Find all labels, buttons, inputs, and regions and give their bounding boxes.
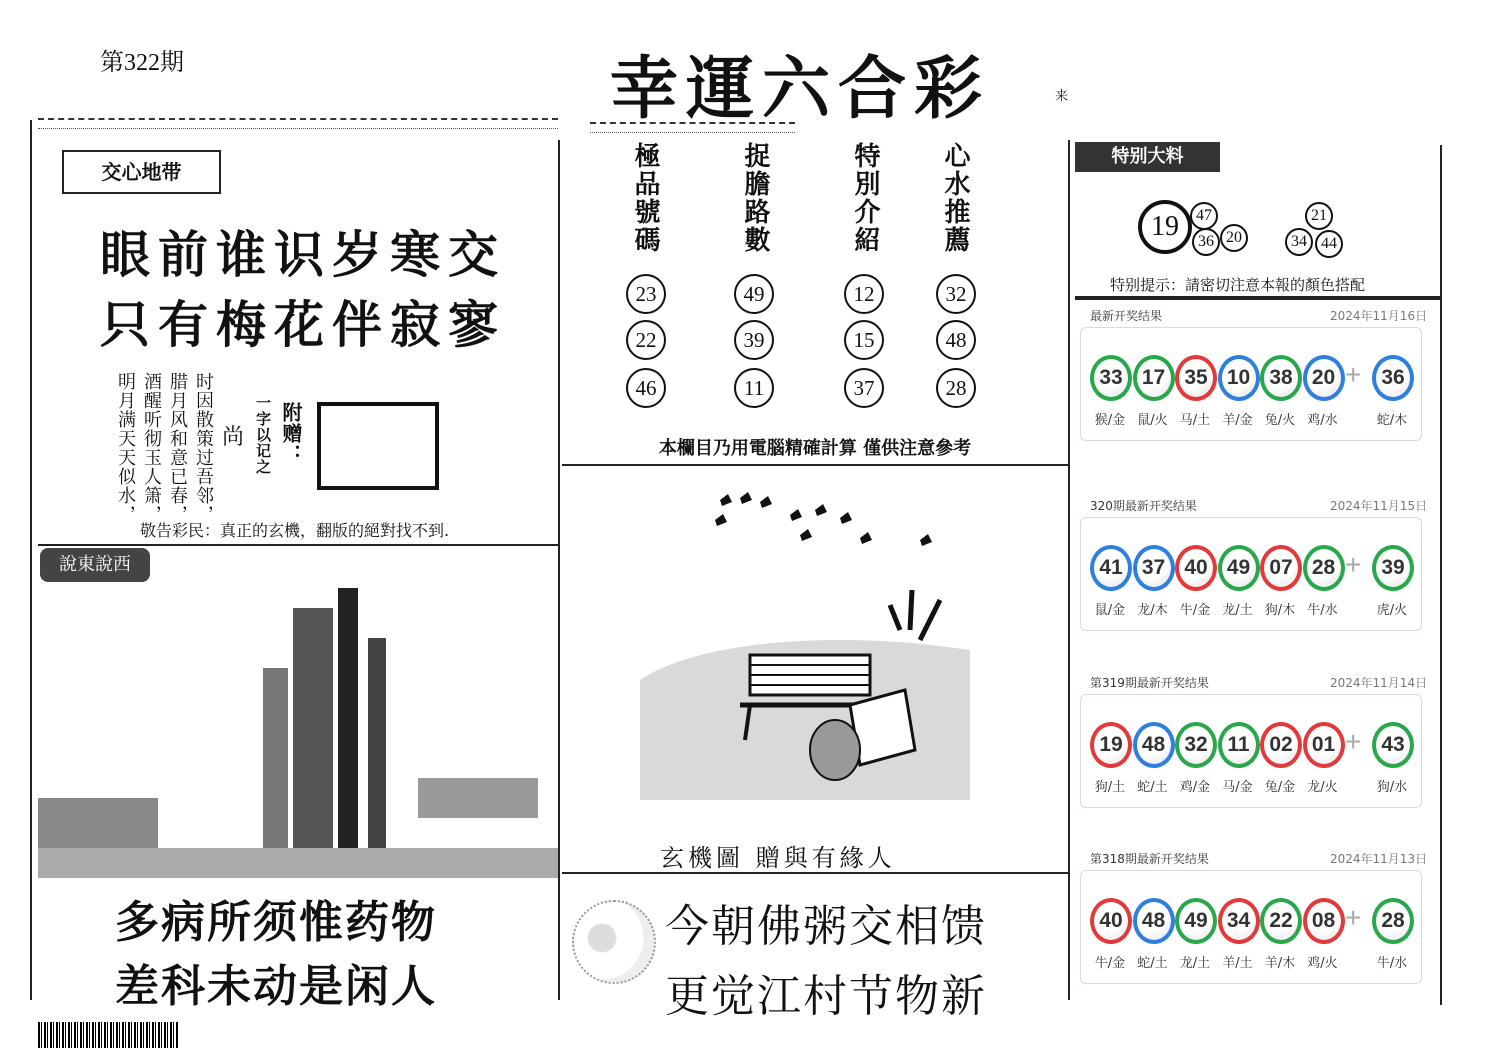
picture-caption: 玄機圖 贈與有緣人 <box>660 844 896 872</box>
lottery-ball: 49 <box>1175 898 1217 944</box>
zodiac-label: 马/土 <box>1179 413 1211 428</box>
lottery-ball: 17 <box>1133 355 1175 401</box>
number-circle: 39 <box>734 320 774 360</box>
poem-line-2: 只有梅花伴寂寥 <box>100 295 506 354</box>
result-card-title: 320期最新开奖结果 <box>1090 499 1197 513</box>
right-border <box>1440 145 1442 1005</box>
lottery-ball: 32 <box>1175 722 1217 768</box>
zodiac-label: 狗/土 <box>1094 780 1126 795</box>
small-poem-col-1: 时因散策过吾邻， <box>193 372 214 524</box>
result-card-title: 第319期最新开奖结果 <box>1090 676 1209 690</box>
left-top-border <box>38 118 558 129</box>
zodiac-label: 狗/水 <box>1376 780 1408 795</box>
small-poem-col-4: 明月满天天似水， <box>115 372 136 524</box>
scanned-article <box>38 548 558 878</box>
zodiac-label: 牛/金 <box>1179 603 1211 618</box>
poem-line-1: 眼前谁识岁寒交 <box>100 225 506 284</box>
col-head-3: 特別介紹 <box>850 142 880 254</box>
result-card-date: 2024年11月14日 <box>1330 676 1428 690</box>
lottery-ball: 36 <box>1372 355 1414 401</box>
zodiac-label: 龙/木 <box>1137 603 1168 618</box>
number-circle: 32 <box>936 274 976 314</box>
lottery-ball: 48 <box>1133 898 1175 944</box>
left-border <box>30 120 32 1000</box>
number-circle: 37 <box>844 368 884 408</box>
issue-number: 第322期 <box>100 50 184 76</box>
number-circle: 28 <box>936 368 976 408</box>
result-card-date: 2024年11月16日 <box>1330 309 1428 323</box>
lottery-ball: 37 <box>1133 545 1175 591</box>
lottery-ball: 40 <box>1090 898 1132 944</box>
small-poem-col-3: 酒醒听彻玉人箫， <box>141 372 162 524</box>
gift-answer-box <box>317 402 439 490</box>
lottery-ball: 33 <box>1090 355 1132 401</box>
lottery-ball: 22 <box>1260 898 1302 944</box>
zodiac-label: 龙/土 <box>1222 603 1253 618</box>
lottery-ball: 19 <box>1090 722 1132 768</box>
zodiac-label: 虎/火 <box>1376 603 1408 618</box>
title-ornament <box>590 122 795 133</box>
zodiac-label: 牛/水 <box>1307 603 1338 618</box>
zodiac-label: 龙/火 <box>1307 780 1338 795</box>
lottery-ball: 43 <box>1372 722 1414 768</box>
gift-label: 附赠： <box>279 402 303 465</box>
lottery-ball: 28 <box>1303 545 1345 591</box>
big-number-circle: 19 <box>1138 200 1192 254</box>
lottery-ball: 41 <box>1090 545 1132 591</box>
zodiac-label: 蛇/土 <box>1137 956 1168 971</box>
left-poem-line-1: 多病所须惟药物 <box>115 897 437 948</box>
number-circle: 49 <box>734 274 774 314</box>
zodiac-label: 兔/金 <box>1264 780 1296 795</box>
small-number-circle: 44 <box>1315 230 1343 258</box>
zodiac-label: 鸡/水 <box>1307 413 1338 428</box>
result-card-date: 2024年11月15日 <box>1330 499 1428 513</box>
col-head-2: 捉膽路數 <box>740 142 770 254</box>
riddle-char: 尚 <box>222 425 245 450</box>
center-divider-right <box>1068 140 1070 1000</box>
notice-text: 敬告彩民：真正的玄機，翻版的絕對找不到. <box>140 521 450 540</box>
plus-icon: + <box>1345 902 1362 933</box>
lottery-ball: 28 <box>1372 898 1414 944</box>
lottery-ball: 20 <box>1303 355 1345 401</box>
mid-poem-line-2: 更觉江村节物新 <box>665 971 987 1022</box>
number-circle: 15 <box>844 320 884 360</box>
zodiac-label: 羊/土 <box>1222 956 1253 971</box>
plus-icon: + <box>1345 359 1362 390</box>
right-divider <box>1075 296 1440 300</box>
zodiac-label: 牛/水 <box>1376 956 1408 971</box>
number-circle: 12 <box>844 274 884 314</box>
section-tag-heart: 交心地带 <box>62 150 221 194</box>
zodiac-label: 鼠/金 <box>1094 603 1126 618</box>
yin-yang-icon <box>572 900 656 984</box>
small-number-circle: 36 <box>1192 228 1220 256</box>
col-head-4: 心水推薦 <box>940 142 970 254</box>
lottery-ball: 39 <box>1372 545 1414 591</box>
zodiac-label: 龙/土 <box>1179 956 1211 971</box>
puzzle-picture <box>640 480 980 825</box>
title-suffix: 来 <box>1055 89 1069 104</box>
zodiac-label: 蛇/木 <box>1376 413 1408 428</box>
riddle-label: 一字以记之 <box>254 395 272 475</box>
barcode <box>38 1022 178 1048</box>
zodiac-label: 狗/木 <box>1264 603 1296 618</box>
zodiac-label: 羊/木 <box>1264 956 1296 971</box>
mid-divider-1 <box>562 464 1068 466</box>
result-card-title: 第318期最新开奖结果 <box>1090 852 1209 866</box>
number-circle: 11 <box>734 368 774 408</box>
lottery-ball: 40 <box>1175 545 1217 591</box>
plus-icon: + <box>1345 549 1362 580</box>
zodiac-label: 马/金 <box>1222 780 1253 795</box>
plus-icon: + <box>1345 726 1362 757</box>
zodiac-label: 牛/金 <box>1094 956 1126 971</box>
left-divider <box>38 544 558 546</box>
lottery-ball: 34 <box>1218 898 1260 944</box>
lottery-ball: 38 <box>1260 355 1302 401</box>
lottery-ball: 49 <box>1218 545 1260 591</box>
result-card-date: 2024年11月13日 <box>1330 852 1428 866</box>
small-number-circle: 34 <box>1285 228 1313 256</box>
small-poem-col-2: 腊月风和意已春， <box>167 372 188 524</box>
small-number-circle: 21 <box>1305 202 1333 230</box>
number-circle: 23 <box>626 274 666 314</box>
page-title: 幸運六合彩 <box>610 49 991 129</box>
col-head-1: 極品號碼 <box>630 142 660 254</box>
color-hint: 特别提示：請密切注意本報的顏色搭配 <box>1110 276 1366 294</box>
zodiac-label: 鼠/火 <box>1137 413 1168 428</box>
small-number-circle: 47 <box>1190 202 1218 230</box>
lottery-ball: 11 <box>1218 722 1260 768</box>
section-tag-talk: 說東說西 <box>40 548 150 582</box>
left-poem-line-2: 差科未动是闲人 <box>115 961 437 1012</box>
lottery-ball: 10 <box>1218 355 1260 401</box>
number-circle: 22 <box>626 320 666 360</box>
number-circle: 48 <box>936 320 976 360</box>
center-divider-left <box>558 140 560 1000</box>
mid-poem-line-1: 今朝佛粥交相馈 <box>665 901 987 952</box>
zodiac-label: 鸡/金 <box>1179 780 1211 795</box>
zodiac-label: 鸡/火 <box>1307 956 1338 971</box>
lottery-ball: 01 <box>1303 722 1345 768</box>
lottery-ball: 48 <box>1133 722 1175 768</box>
number-circle: 46 <box>626 368 666 408</box>
zodiac-label: 猴/金 <box>1094 413 1126 428</box>
calc-note: 本欄目乃用電腦精確計算 僅供注意參考 <box>658 438 972 459</box>
zodiac-label: 兔/火 <box>1264 413 1296 428</box>
section-tag-special: 特别大料 <box>1075 142 1220 172</box>
lottery-ball: 08 <box>1303 898 1345 944</box>
small-number-circle: 20 <box>1220 224 1248 252</box>
result-card-title: 最新开奖结果 <box>1090 309 1163 323</box>
lottery-ball: 07 <box>1260 545 1302 591</box>
lottery-ball: 35 <box>1175 355 1217 401</box>
lottery-ball: 02 <box>1260 722 1302 768</box>
zodiac-label: 羊/金 <box>1222 413 1253 428</box>
zodiac-label: 蛇/土 <box>1137 780 1168 795</box>
